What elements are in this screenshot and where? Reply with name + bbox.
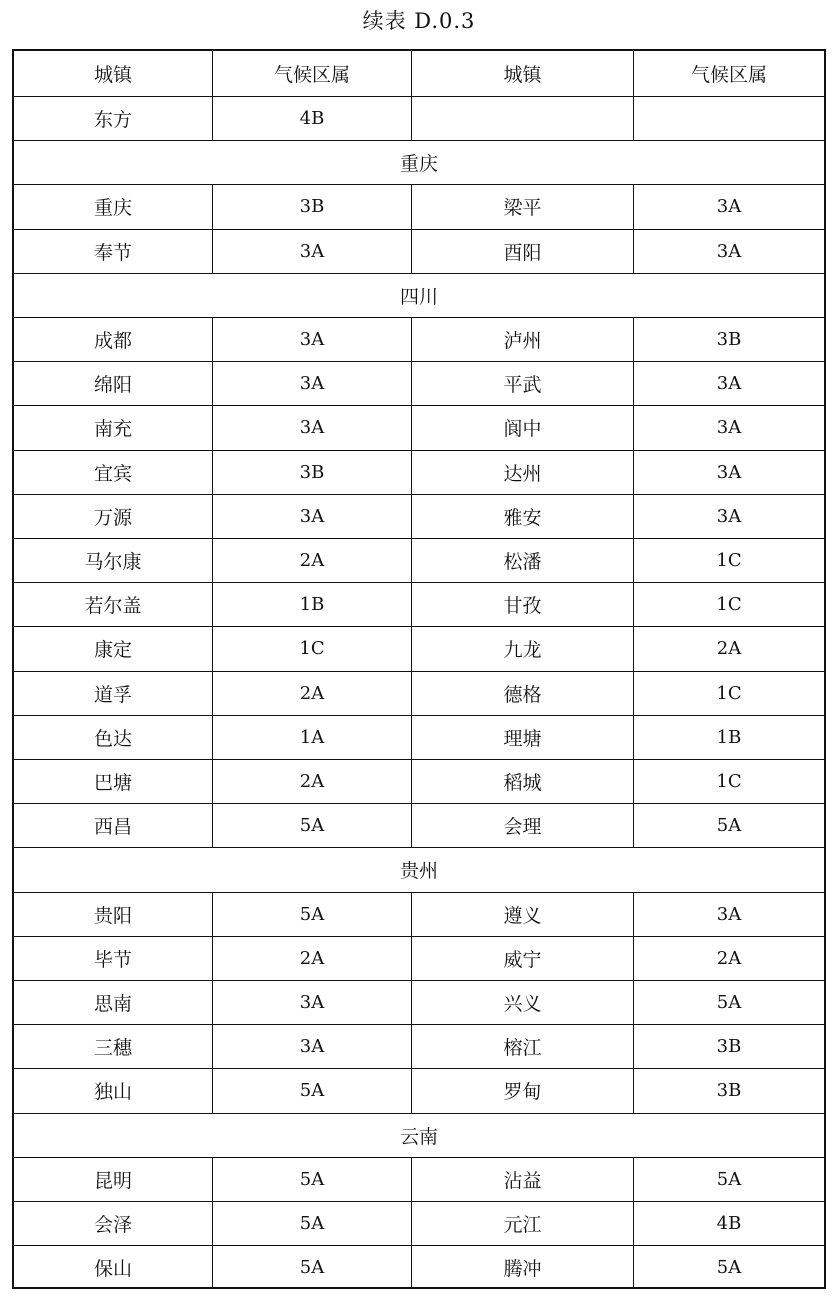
town-cell: 马尔康 xyxy=(84,551,142,574)
town-cell: 南充 xyxy=(93,418,132,441)
climate-zone-cell: 3B xyxy=(633,1025,824,1068)
table-header-row xyxy=(14,51,824,96)
climate-zone-cell: 3B xyxy=(212,451,411,494)
climate-zone-cell: 3A xyxy=(212,362,411,405)
climate-zone-cell: 3A xyxy=(633,495,824,538)
climate-zone-cell: 1C xyxy=(633,539,824,582)
table-row xyxy=(14,1157,824,1201)
town-cell: 罗甸 xyxy=(411,1069,633,1112)
province-group-row xyxy=(14,1113,824,1157)
climate-zone-cell: 2A xyxy=(633,627,824,670)
climate-zone-table xyxy=(12,49,826,1289)
table-row xyxy=(14,1201,824,1245)
table-row xyxy=(14,229,824,273)
climate-zone-cell: 3A xyxy=(212,318,411,361)
town-cell: 万源 xyxy=(93,506,132,529)
climate-zone-cell: 1A xyxy=(212,716,411,759)
climate-zone-cell: 5A xyxy=(633,1158,824,1201)
climate-zone-cell: 2A xyxy=(212,539,411,582)
province-group-row xyxy=(14,847,824,891)
town-cell: 兴义 xyxy=(411,981,633,1024)
town-cell: 思南 xyxy=(93,993,132,1016)
town-cell: 阆中 xyxy=(411,406,633,449)
climate-zone-cell: 5A xyxy=(633,804,824,847)
header-cell: 气候区属 xyxy=(212,51,411,96)
town-cell: 康定 xyxy=(93,639,132,662)
climate-zone-cell: 1C xyxy=(633,760,824,803)
climate-zone-cell: 5A xyxy=(633,1246,824,1289)
climate-zone-cell: 3A xyxy=(633,230,824,273)
town-cell: 道孚 xyxy=(93,683,132,706)
climate-zone-cell: 3A xyxy=(212,495,411,538)
town-cell: 泸州 xyxy=(411,318,633,361)
table-row xyxy=(14,715,824,759)
climate-zone-cell: 4B xyxy=(212,97,411,140)
town-cell: 昆明 xyxy=(93,1169,132,1192)
climate-zone-cell: 5A xyxy=(212,804,411,847)
town-cell: 腾冲 xyxy=(411,1246,633,1289)
town-cell: 梁平 xyxy=(411,185,633,228)
town-cell: 宜宾 xyxy=(93,462,132,485)
climate-zone-cell: 5A xyxy=(212,893,411,936)
header-cell: 气候区属 xyxy=(633,51,824,96)
climate-zone-cell: 2A xyxy=(212,760,411,803)
climate-zone-cell: 1C xyxy=(633,672,824,715)
town-cell: 达州 xyxy=(411,451,633,494)
town-cell: 雅安 xyxy=(411,495,633,538)
table-row xyxy=(14,671,824,715)
table-row xyxy=(14,936,824,980)
town-cell: 会泽 xyxy=(93,1214,132,1237)
town-cell: 会理 xyxy=(411,804,633,847)
town-cell: 榕江 xyxy=(411,1025,633,1068)
climate-zone-cell: 5A xyxy=(212,1158,411,1201)
town-cell: 保山 xyxy=(93,1258,132,1281)
province-group-row xyxy=(14,140,824,184)
climate-zone-cell: 2A xyxy=(633,937,824,980)
climate-zone-cell: 3A xyxy=(212,230,411,273)
town-cell: 九龙 xyxy=(411,627,633,670)
climate-zone-cell: 3A xyxy=(633,362,824,405)
town-cell: 元江 xyxy=(411,1202,633,1245)
table-row xyxy=(14,96,824,140)
town-cell: 东方 xyxy=(93,109,132,132)
town-cell: 巴塘 xyxy=(93,772,132,795)
town-cell: 若尔盖 xyxy=(84,595,142,618)
table-row xyxy=(14,803,824,847)
town-cell: 稻城 xyxy=(411,760,633,803)
climate-zone-cell: 3B xyxy=(633,318,824,361)
town-cell: 毕节 xyxy=(93,948,132,971)
table-caption: 续表 D.0.3 xyxy=(362,9,476,33)
town-cell: 沾益 xyxy=(411,1158,633,1201)
climate-zone-cell: 3A xyxy=(212,1025,411,1068)
town-cell: 西昌 xyxy=(93,816,132,839)
table-row xyxy=(14,450,824,494)
town-cell: 重庆 xyxy=(93,197,132,220)
climate-zone-cell: 3A xyxy=(633,185,824,228)
table-row xyxy=(14,892,824,936)
climate-zone-cell: 1C xyxy=(633,583,824,626)
town-cell xyxy=(411,97,633,140)
town-cell: 理塘 xyxy=(411,716,633,759)
table-row xyxy=(14,582,824,626)
town-cell: 三穗 xyxy=(93,1037,132,1060)
town-cell: 独山 xyxy=(93,1081,132,1104)
town-cell: 威宁 xyxy=(411,937,633,980)
climate-zone-cell: 4B xyxy=(633,1202,824,1245)
town-cell: 甘孜 xyxy=(411,583,633,626)
town-cell: 酉阳 xyxy=(411,230,633,273)
climate-zone-cell: 2A xyxy=(212,672,411,715)
climate-zone-cell: 3A xyxy=(212,406,411,449)
climate-zone-cell: 3B xyxy=(212,185,411,228)
table-row xyxy=(14,1068,824,1112)
table-row xyxy=(14,361,824,405)
climate-zone-cell: 3A xyxy=(633,893,824,936)
town-cell: 绵阳 xyxy=(93,374,132,397)
header-cell: 城镇 xyxy=(411,51,633,96)
climate-zone-cell: 1B xyxy=(633,716,824,759)
town-cell: 成都 xyxy=(93,330,132,353)
table-row xyxy=(14,1024,824,1068)
climate-zone-cell: 2A xyxy=(212,937,411,980)
climate-zone-cell: 3A xyxy=(212,981,411,1024)
town-cell: 德格 xyxy=(411,672,633,715)
town-cell: 贵阳 xyxy=(93,904,132,927)
table-row xyxy=(14,980,824,1024)
climate-zone-cell xyxy=(633,97,824,140)
table-row xyxy=(14,538,824,582)
climate-zone-cell: 1B xyxy=(212,583,411,626)
table-row xyxy=(14,405,824,449)
town-cell: 遵义 xyxy=(411,893,633,936)
climate-zone-cell: 3A xyxy=(633,406,824,449)
table-row xyxy=(14,1245,824,1289)
header-cell: 城镇 xyxy=(93,64,132,86)
table-row xyxy=(14,494,824,538)
climate-zone-cell: 1C xyxy=(212,627,411,670)
town-cell: 色达 xyxy=(93,727,132,750)
climate-zone-cell: 5A xyxy=(212,1202,411,1245)
table-row xyxy=(14,626,824,670)
province-label: 贵州 xyxy=(399,860,438,883)
province-label: 四川 xyxy=(399,285,438,308)
climate-zone-cell: 3A xyxy=(633,451,824,494)
town-cell: 平武 xyxy=(411,362,633,405)
province-label: 重庆 xyxy=(399,153,438,176)
climate-zone-cell: 3B xyxy=(633,1069,824,1112)
climate-zone-cell: 5A xyxy=(633,981,824,1024)
climate-zone-cell: 5A xyxy=(212,1246,411,1289)
table-row xyxy=(14,759,824,803)
town-cell: 松潘 xyxy=(411,539,633,582)
climate-zone-cell: 5A xyxy=(212,1069,411,1112)
town-cell: 奉节 xyxy=(93,241,132,264)
table-row xyxy=(14,317,824,361)
table-row xyxy=(14,184,824,228)
province-label: 云南 xyxy=(399,1125,438,1148)
province-group-row xyxy=(14,273,824,317)
